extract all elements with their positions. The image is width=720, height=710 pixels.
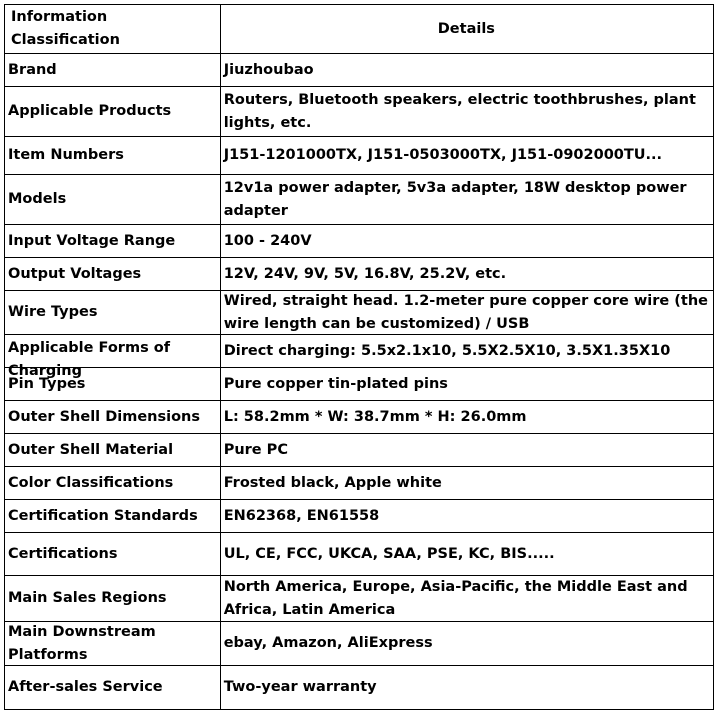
row-label: Output Voltages [5,258,221,290]
table-row [5,175,714,225]
table-header-row [5,5,714,54]
row-label: Certifications [5,533,221,575]
row-value: Pure PC [221,434,714,466]
row-label: Color Classifications [5,467,221,499]
row-label: Applicable Products [5,87,221,136]
table-row [5,258,714,291]
table-row [5,666,714,710]
row-value: UL, CE, FCC, UKCA, SAA, PSE, KC, BIS..... [221,533,714,575]
table-row [5,368,714,401]
row-label: Outer Shell Dimensions [5,401,221,433]
row-value: 12V, 24V, 9V, 5V, 16.8V, 25.2V, etc. [221,258,714,290]
row-label: Models [5,175,221,224]
row-value: Wired, straight head. 1.2-meter pure copper core wire (the wire length can be customized) / USB [221,291,714,334]
row-label: Input Voltage Range [5,225,221,257]
table-row [5,225,714,258]
row-label: Wire Types [5,291,221,334]
row-label: After-sales Service [5,666,221,709]
row-value: L: 58.2mm * W: 38.7mm * H: 26.0mm [221,401,714,433]
header-classification: Information Classification [5,5,221,53]
row-value: Direct charging: 5.5x2.1x10, 5.5X2.5X10, 3.5X1.35X10 [221,335,714,367]
table-row [5,291,714,335]
table-row [5,87,714,137]
table-row [5,137,714,175]
row-label: Applicable Forms of Charging [5,335,221,367]
row-value: Pure copper tin-plated pins [221,368,714,400]
table-row [5,401,714,434]
row-label: Item Numbers [5,137,221,174]
row-value: Jiuzhoubao [221,54,714,86]
table-row [5,54,714,87]
table-row [5,622,714,666]
row-value: 12v1a power adapter, 5v3a adapter, 18W desktop power adapter [221,175,714,224]
row-label: Pin Types [5,368,221,400]
row-label: Brand [5,54,221,86]
table-row [5,533,714,576]
row-label: Main Downstream Platforms [5,622,221,665]
row-value: Frosted black, Apple white [221,467,714,499]
row-label: Main Sales Regions [5,576,221,621]
row-value: North America, Europe, Asia-Pacific, the Middle East and Africa, Latin America [221,576,714,621]
row-value: J151-1201000TX, J151-0503000TX, J151-0902000TU... [221,137,714,174]
spec-table [4,4,714,710]
table-row [5,467,714,500]
header-details: Details [221,5,714,53]
row-label: Outer Shell Material [5,434,221,466]
row-value: 100 - 240V [221,225,714,257]
table-row [5,500,714,533]
row-value: EN62368, EN61558 [221,500,714,532]
row-value: Routers, Bluetooth speakers, electric toothbrushes, plant lights, etc. [221,87,714,136]
table-row [5,335,714,379]
row-label: Certification Standards [5,500,221,532]
table-row [5,434,714,467]
table-row [5,576,714,622]
row-value: ebay, Amazon, AliExpress [221,622,714,665]
row-value: Two-year warranty [221,666,714,709]
